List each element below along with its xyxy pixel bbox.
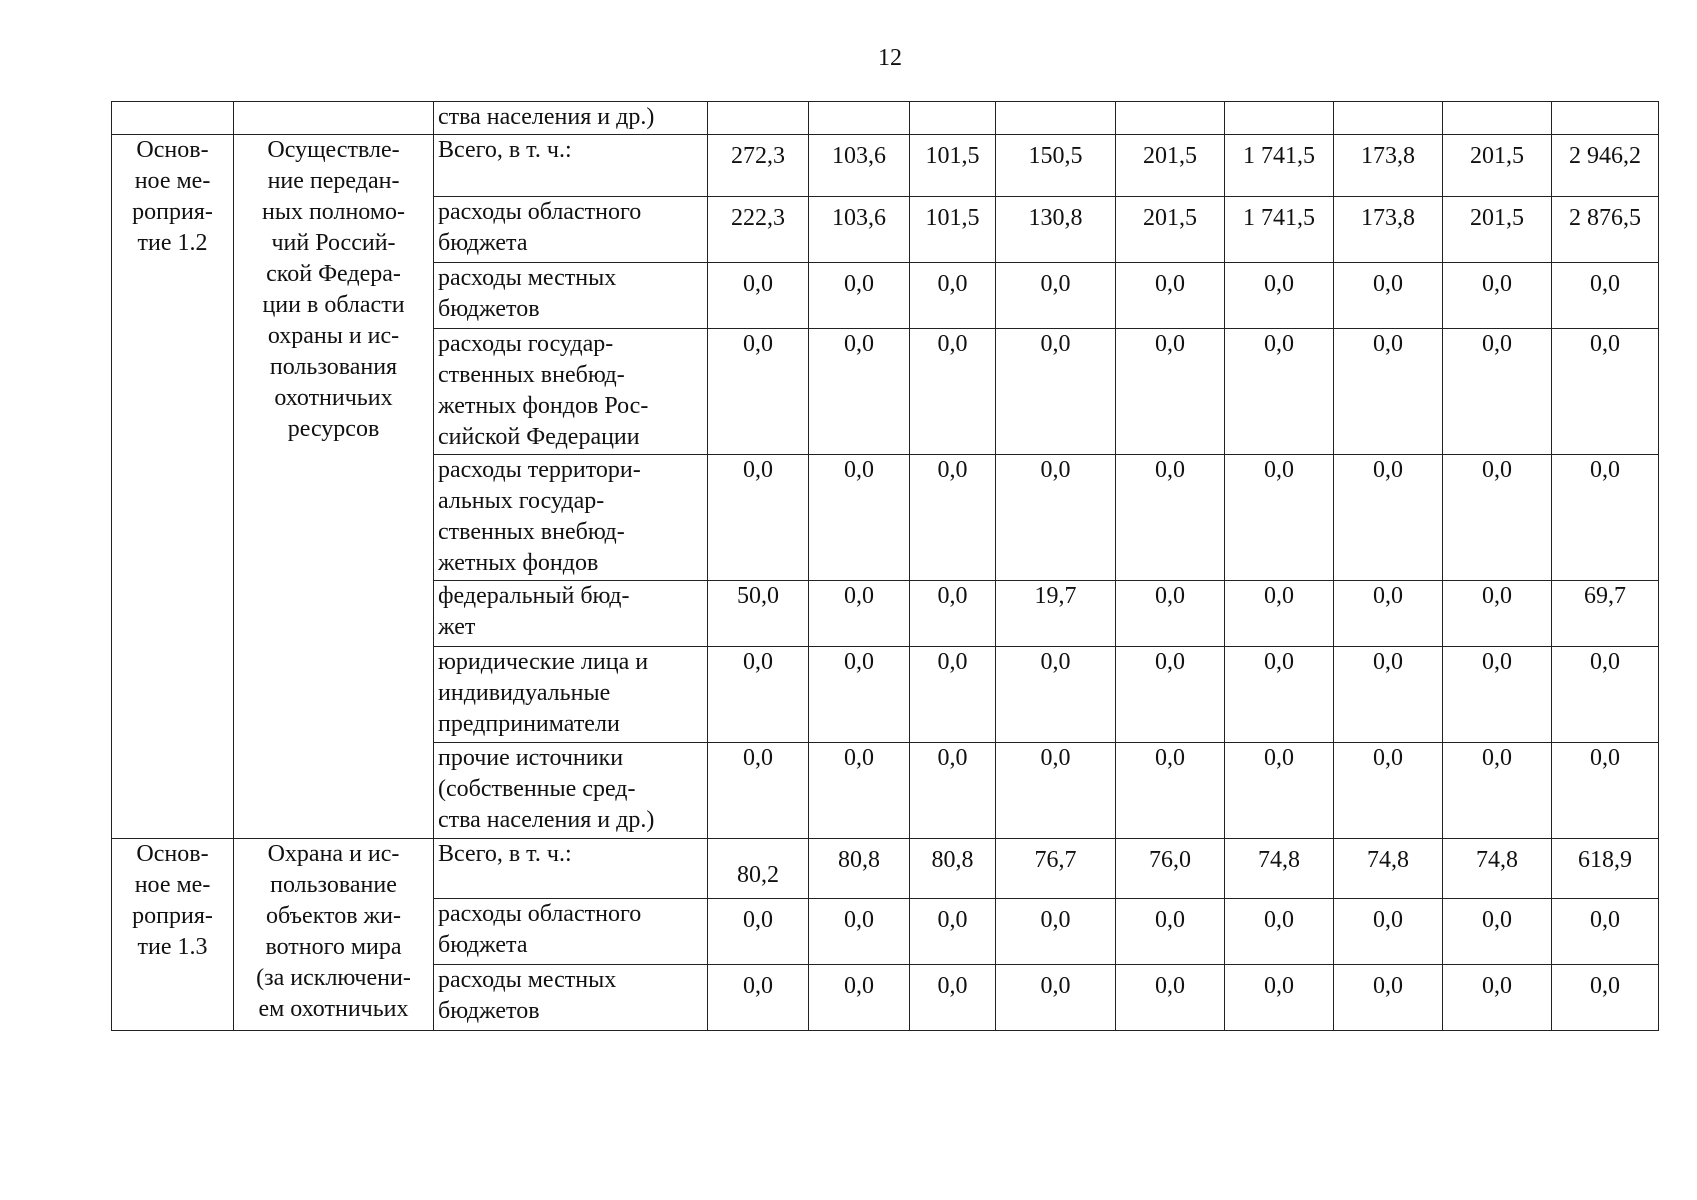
value-col-7-cell: 0,0	[1334, 647, 1443, 743]
value-col-2-cell: 103,6	[809, 197, 910, 263]
value-col-5-cell: 0,0	[1116, 263, 1225, 329]
description-line: ние передан-	[267, 168, 400, 194]
value-col-7-cell: 0,0	[1334, 899, 1443, 965]
value-col-4-cell: 0,0	[996, 965, 1116, 1031]
value-col-3-cell	[910, 102, 996, 135]
value-col-1-cell	[708, 102, 809, 135]
table-row	[112, 839, 1659, 899]
value-col-4-cell: 0,0	[996, 899, 1116, 965]
source-line: ства населения и др.)	[438, 807, 655, 833]
source-line: жетных фондов	[438, 550, 599, 576]
value-col-4-cell: 150,5	[996, 135, 1116, 197]
source-line: федеральный бюд-	[438, 583, 630, 609]
value-col-7-cell: 0,0	[1334, 455, 1443, 581]
value-col-8-cell: 74,8	[1443, 839, 1552, 899]
source-line: бюджета	[438, 230, 528, 256]
source-line: расходы областного	[438, 199, 642, 225]
source-line: сийской Федерации	[438, 424, 640, 450]
value-col-8-cell: 0,0	[1443, 899, 1552, 965]
value-col-5-cell: 0,0	[1116, 899, 1225, 965]
value-col-7-cell: 173,8	[1334, 135, 1443, 197]
description-line: охраны и ис-	[267, 323, 400, 349]
value-col-1-cell: 0,0	[708, 743, 809, 839]
source-cell	[434, 743, 708, 839]
source-line: Всего, в т. ч.:	[438, 841, 572, 867]
source-cell	[434, 839, 708, 899]
value-col-2-cell: 0,0	[809, 263, 910, 329]
source-cell	[434, 581, 708, 647]
value-col-8-cell: 0,0	[1443, 743, 1552, 839]
value-col-2-cell: 0,0	[809, 899, 910, 965]
value-col-3-cell: 0,0	[910, 263, 996, 329]
value-total-cell: 2 946,2	[1552, 135, 1659, 197]
value-col-3-cell: 0,0	[910, 455, 996, 581]
source-line: бюджетов	[438, 998, 540, 1024]
source-cell	[434, 455, 708, 581]
value-col-2-cell: 103,6	[809, 135, 910, 197]
description-line: пользование	[270, 872, 397, 898]
value-col-8-cell: 201,5	[1443, 197, 1552, 263]
description-line: ции в области	[262, 292, 405, 318]
value-total-cell: 0,0	[1552, 647, 1659, 743]
value-col-3-cell: 0,0	[910, 743, 996, 839]
value-col-2-cell: 0,0	[809, 455, 910, 581]
value-col-1-cell: 0,0	[708, 965, 809, 1031]
source-cell	[434, 965, 708, 1031]
source-line: юридические лица и	[438, 649, 649, 675]
value-col-3-cell: 101,5	[910, 197, 996, 263]
source-line: жетных фондов Рос-	[438, 393, 649, 419]
value-col-8-cell: 0,0	[1443, 647, 1552, 743]
source-cell	[434, 197, 708, 263]
value-col-5-cell: 0,0	[1116, 743, 1225, 839]
value-total-cell: 0,0	[1552, 455, 1659, 581]
value-col-7-cell: 173,8	[1334, 197, 1443, 263]
source-line: жет	[438, 614, 476, 640]
value-col-7-cell: 0,0	[1334, 743, 1443, 839]
value-col-8-cell: 0,0	[1443, 329, 1552, 455]
measure-line: тие 1.3	[137, 934, 208, 960]
source-line: ственных внебюд-	[438, 519, 625, 545]
source-line: расходы территори-	[438, 457, 641, 483]
measure-cell	[112, 102, 234, 135]
value-col-6-cell: 0,0	[1225, 965, 1334, 1031]
value-total-cell: 0,0	[1552, 329, 1659, 455]
description-line: Охрана и ис-	[267, 841, 400, 867]
measure-line: ное ме-	[134, 168, 211, 194]
value-col-4-cell: 0,0	[996, 743, 1116, 839]
source-cell: ства населения и др.)	[434, 102, 708, 135]
value-col-1-cell: 50,0	[708, 581, 809, 647]
value-col-1-cell: 0,0	[708, 647, 809, 743]
measure-line: роприя-	[132, 903, 213, 929]
description-line: ных полномо-	[261, 199, 406, 225]
description-cell	[234, 102, 434, 135]
value-col-4-cell	[996, 102, 1116, 135]
source-line: бюджета	[438, 932, 528, 958]
value-col-3-cell: 0,0	[910, 329, 996, 455]
value-col-6-cell: 74,8	[1225, 839, 1334, 899]
source-line: бюджетов	[438, 296, 540, 322]
value-col-6-cell: 1 741,5	[1225, 197, 1334, 263]
value-col-8-cell: 0,0	[1443, 581, 1552, 647]
value-col-8-cell: 0,0	[1443, 455, 1552, 581]
value-col-3-cell: 101,5	[910, 135, 996, 197]
value-col-2-cell: 0,0	[809, 647, 910, 743]
value-col-6-cell: 0,0	[1225, 647, 1334, 743]
source-line: (собственные сред-	[438, 776, 636, 802]
value-col-5-cell	[1116, 102, 1225, 135]
description-line: (за исключени-	[256, 965, 411, 991]
description-line: ем охотничьих	[258, 996, 409, 1022]
measure-cell	[112, 839, 234, 1031]
description-line: охотничьих	[274, 385, 393, 411]
source-line: расходы местных	[438, 265, 617, 291]
description-cell	[234, 839, 434, 1031]
value-col-4-cell: 0,0	[996, 263, 1116, 329]
value-col-1-cell: 80,2	[708, 839, 809, 899]
description-line: чий Россий-	[271, 230, 396, 256]
value-col-2-cell	[809, 102, 910, 135]
value-col-6-cell: 0,0	[1225, 581, 1334, 647]
value-col-8-cell: 201,5	[1443, 135, 1552, 197]
source-cell	[434, 647, 708, 743]
value-total-cell: 69,7	[1552, 581, 1659, 647]
source-cell	[434, 329, 708, 455]
value-col-2-cell: 0,0	[809, 581, 910, 647]
value-total-cell: 2 876,5	[1552, 197, 1659, 263]
value-col-4-cell: 19,7	[996, 581, 1116, 647]
value-total-cell: 0,0	[1552, 263, 1659, 329]
value-col-7-cell: 0,0	[1334, 329, 1443, 455]
value-col-3-cell: 0,0	[910, 899, 996, 965]
measure-line: ное ме-	[134, 872, 211, 898]
source-line: Всего, в т. ч.:	[438, 137, 572, 163]
source-line: прочие источники	[438, 745, 624, 771]
value-col-3-cell: 80,8	[910, 839, 996, 899]
measure-line: роприя-	[132, 199, 213, 225]
source-line: ственных внебюд-	[438, 362, 625, 388]
value-total-cell: 0,0	[1552, 743, 1659, 839]
value-col-7-cell	[1334, 102, 1443, 135]
value-col-7-cell: 0,0	[1334, 965, 1443, 1031]
source-line: альных государ-	[438, 488, 605, 514]
source-line: индивидуальные	[438, 680, 611, 706]
source-line: предприниматели	[438, 711, 620, 737]
value-total-cell: 618,9	[1552, 839, 1659, 899]
value-col-4-cell: 0,0	[996, 329, 1116, 455]
value-total-cell	[1552, 102, 1659, 135]
value-col-4-cell: 76,7	[996, 839, 1116, 899]
value-col-2-cell: 0,0	[809, 743, 910, 839]
value-col-6-cell: 0,0	[1225, 899, 1334, 965]
source-cell	[434, 135, 708, 197]
page-number: 12	[878, 45, 902, 71]
value-col-4-cell: 0,0	[996, 455, 1116, 581]
value-total-cell: 0,0	[1552, 965, 1659, 1031]
value-col-1-cell: 0,0	[708, 455, 809, 581]
measure-line: Основ-	[136, 841, 209, 867]
description-line: ской Федера-	[266, 261, 401, 287]
value-col-5-cell: 0,0	[1116, 329, 1225, 455]
source-cell	[434, 263, 708, 329]
value-col-5-cell: 0,0	[1116, 455, 1225, 581]
table-row	[112, 135, 1659, 197]
value-col-1-cell: 0,0	[708, 899, 809, 965]
table-row	[112, 102, 1659, 135]
description-cell	[234, 135, 434, 839]
value-col-6-cell	[1225, 102, 1334, 135]
value-col-6-cell: 0,0	[1225, 263, 1334, 329]
description-line: Осуществле-	[267, 137, 400, 163]
value-col-5-cell: 201,5	[1116, 135, 1225, 197]
value-col-8-cell	[1443, 102, 1552, 135]
value-col-8-cell: 0,0	[1443, 263, 1552, 329]
source-line: расходы государ-	[438, 331, 614, 357]
value-col-4-cell: 130,8	[996, 197, 1116, 263]
measure-cell	[112, 135, 234, 839]
value-col-5-cell: 0,0	[1116, 581, 1225, 647]
value-col-7-cell: 0,0	[1334, 263, 1443, 329]
value-col-6-cell: 1 741,5	[1225, 135, 1334, 197]
value-col-7-cell: 74,8	[1334, 839, 1443, 899]
description-line: ресурсов	[287, 416, 380, 442]
value-col-6-cell: 0,0	[1225, 329, 1334, 455]
description-line: вотного мира	[265, 934, 402, 960]
value-total-cell: 0,0	[1552, 899, 1659, 965]
measure-line: Основ-	[136, 137, 209, 163]
table-body	[112, 102, 1659, 1031]
source-line: расходы областного	[438, 901, 642, 927]
value-col-3-cell: 0,0	[910, 965, 996, 1031]
budget-table	[111, 101, 1659, 1031]
value-col-1-cell: 0,0	[708, 329, 809, 455]
value-col-3-cell: 0,0	[910, 647, 996, 743]
value-col-5-cell: 76,0	[1116, 839, 1225, 899]
description-line: объектов жи-	[266, 903, 401, 929]
value-col-1-cell: 222,3	[708, 197, 809, 263]
value-col-1-cell: 0,0	[708, 263, 809, 329]
value-col-4-cell: 0,0	[996, 647, 1116, 743]
value-col-6-cell: 0,0	[1225, 455, 1334, 581]
value-col-7-cell: 0,0	[1334, 581, 1443, 647]
value-col-6-cell: 0,0	[1225, 743, 1334, 839]
description-line: пользования	[269, 354, 398, 380]
source-cell	[434, 899, 708, 965]
value-col-2-cell: 0,0	[809, 965, 910, 1031]
value-col-5-cell: 201,5	[1116, 197, 1225, 263]
value-col-5-cell: 0,0	[1116, 965, 1225, 1031]
value-col-1-cell: 272,3	[708, 135, 809, 197]
source-line: расходы местных	[438, 967, 617, 993]
value-col-2-cell: 0,0	[809, 329, 910, 455]
value-col-8-cell: 0,0	[1443, 965, 1552, 1031]
value-col-2-cell: 80,8	[809, 839, 910, 899]
measure-line: тие 1.2	[137, 230, 208, 256]
value-col-3-cell: 0,0	[910, 581, 996, 647]
value-col-5-cell: 0,0	[1116, 647, 1225, 743]
